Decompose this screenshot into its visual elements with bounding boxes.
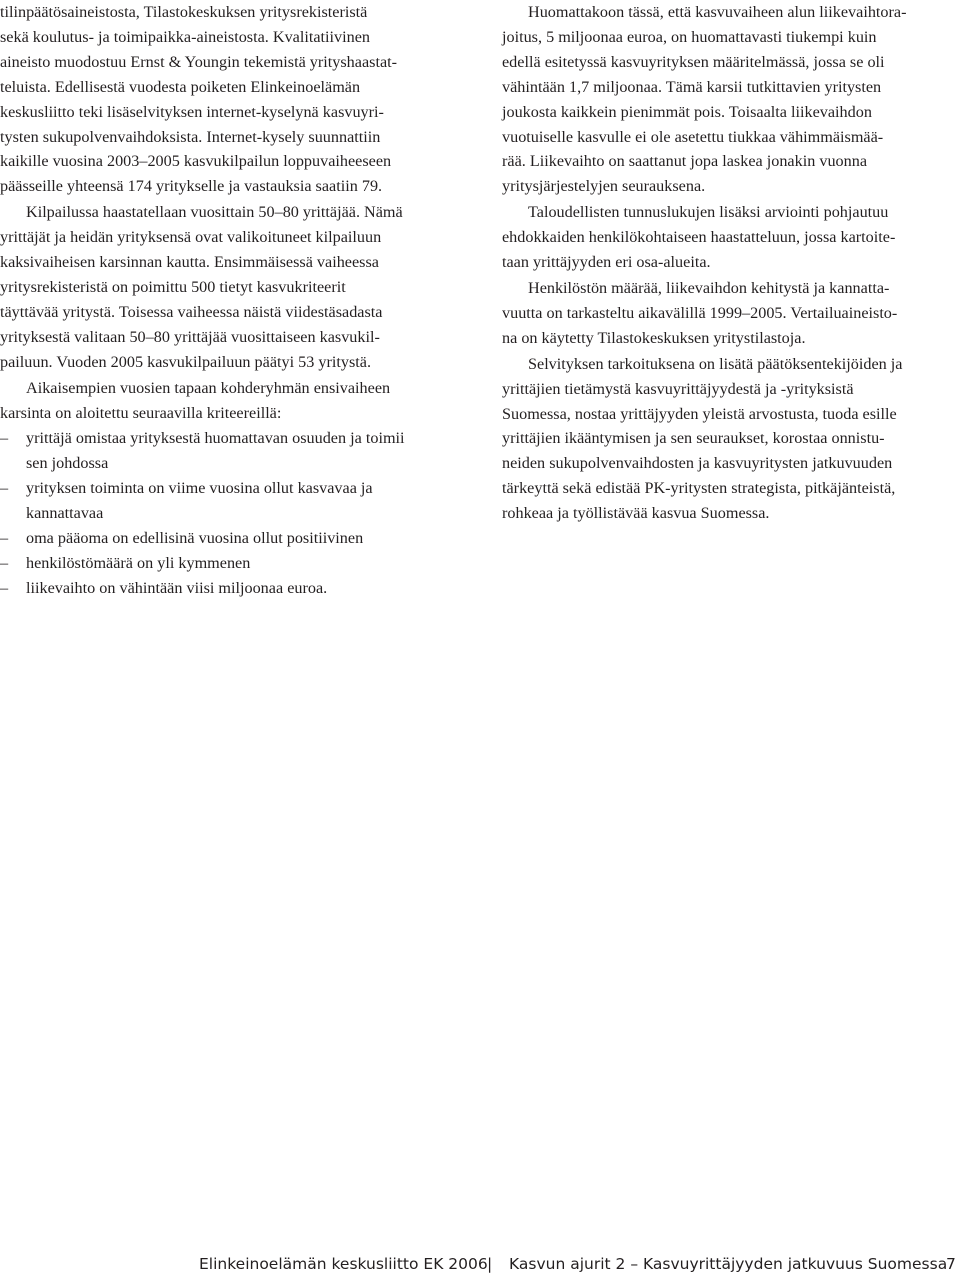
criteria-item-text: yrittäjä omistaa yrityksestä huomattavan osuuden ja toimii sen johdossa [26,429,405,473]
right-column [502,0,960,527]
left-paragraph-3: Aikaisempien vuosien tapaan kohderyhmän ensivaiheen karsinta on aloitettu seuraavilla kriteereillä: [0,378,391,422]
footer-separator: | [487,1255,493,1273]
right-paragraph-4: Selvityksen tarkoituksena on lisätä päätöksentekijöiden ja yrittäjien tietämystä kasvuyrittäjyydestä ja -yrityksistä Suomessa, nostaa yrittäjyyden yleistä arvostusta, tuoda esille yrittäjien ikääntymisen ja sen seuraukset, korostaa onnistu- neiden sukupolvenvaihdosten ja kasvuyritysten jatkuvuuden tärkeyttä sekä edistää PK-yritysten strategista, pitkäjänteistä, rohkeaa ja työllistävää kasvua Suomessa. [502,354,903,523]
right-paragraph-3: Henkilöstön määrää, liikevaihdon kehitystä ja kannatta- vuutta on tarkasteltu aikavälillä 1999–2005. Vertailuaineisto- na on käytetty Tilastokeskuksen yritystilastoja. [502,278,898,347]
left-paragraph-1: tilinpäätösaineistosta, Tilastokeskuksen yritysrekisteristä sekä koulutus- ja toimipaikka-aineistosta. Kvalitatiivinen aineisto muodostuu Ernst & Youngin tekemistä yrityshaastat- teluista. Edellisestä vuodesta poiketen Elinkeinoelämän keskusliitto teki lisäselvityksen internet-kyselynä kasvuyri- tysten sukupolvenvaihdoksista. Internet-kysely suunnattiin kaikille vuosina 2003–2005 kasvukilpailun loppuvaiheeseen päässeille yhteensä 174 yritykselle ja vastauksia saatiin 79. [0,3,398,196]
dash-bullet: – [0,553,9,572]
criteria-item-text: liikevaihto on vähintään viisi miljoonaa euroa. [26,578,328,597]
criteria-item [0,526,470,551]
criteria-item-text: oma pääoma on edellisinä vuosina ollut positiivinen [26,529,364,548]
dash-bullet: – [0,529,9,548]
criteria-item [0,426,470,476]
criteria-item [0,576,470,601]
right-paragraph-2: Taloudellisten tunnuslukujen lisäksi arviointi pohjautuu ehdokkaiden henkilökohtaiseen haastatteluun, jossa kartoite- taan yrittäjyyden eri osa-alueita. [502,203,896,272]
criteria-list [0,426,470,600]
criteria-item [0,476,470,526]
dash-bullet: – [0,479,9,498]
criteria-item-text: yrityksen toiminta on viime vuosina ollut kasvavaa ja kannattavaa [26,479,373,523]
criteria-item-text: henkilöstömäärä on yli kymmenen [26,553,251,572]
dash-bullet: – [0,578,9,597]
footer-publisher: Elinkeinoelämän keskusliitto EK 2006 [199,1255,488,1273]
page-number: 7 [946,1255,956,1273]
left-column [0,0,470,601]
left-paragraph-2: Kilpailussa haastatellaan vuosittain 50–80 yrittäjää. Nämä yrittäjät ja heidän yrityksensä ovat valikoituneet kilpailuun kaksivaiheisen karsinnan kautta. Ensimmäisessä vaiheessa yritysrekisteristä on poimittu 500 tietyt kasvukriteerit täyttävää yritystä. Toisessa vaiheessa näistä viidestäsadasta yrityksestä valitaan 50–80 yrittäjää vuosittaiseen kasvukil- pailuun. Vuoden 2005 kasvukilpailuun päätyi 53 yritystä. [0,203,403,371]
dash-bullet: – [0,429,9,448]
criteria-item [0,551,470,576]
footer-series-title: Kasvun ajurit 2 – Kasvuyrittäjyyden jatkuvuus Suomessa [509,1255,948,1273]
right-paragraph-1: Huomattakoon tässä, että kasvuvaiheen alun liikevaihtora- joitus, 5 miljoonaa euroa, on huomattavasti tiukempi kuin edellä esitetyssä kasvuyrityksen määritelmässä, jossa se oli vähintään 1,7 miljoonaa. Tämä karsii tutkittavien yritysten joukosta kaikkein pienimmät pois. Toisaalta liikevaihdon vuotuiselle kasvulle ei ole asetettu tiukkaa vähimmäismää- rää. Liikevaihto on saattanut jopa laskea jonakin vuonna yritysjärjestelyjen seurauksena. [502,3,907,196]
